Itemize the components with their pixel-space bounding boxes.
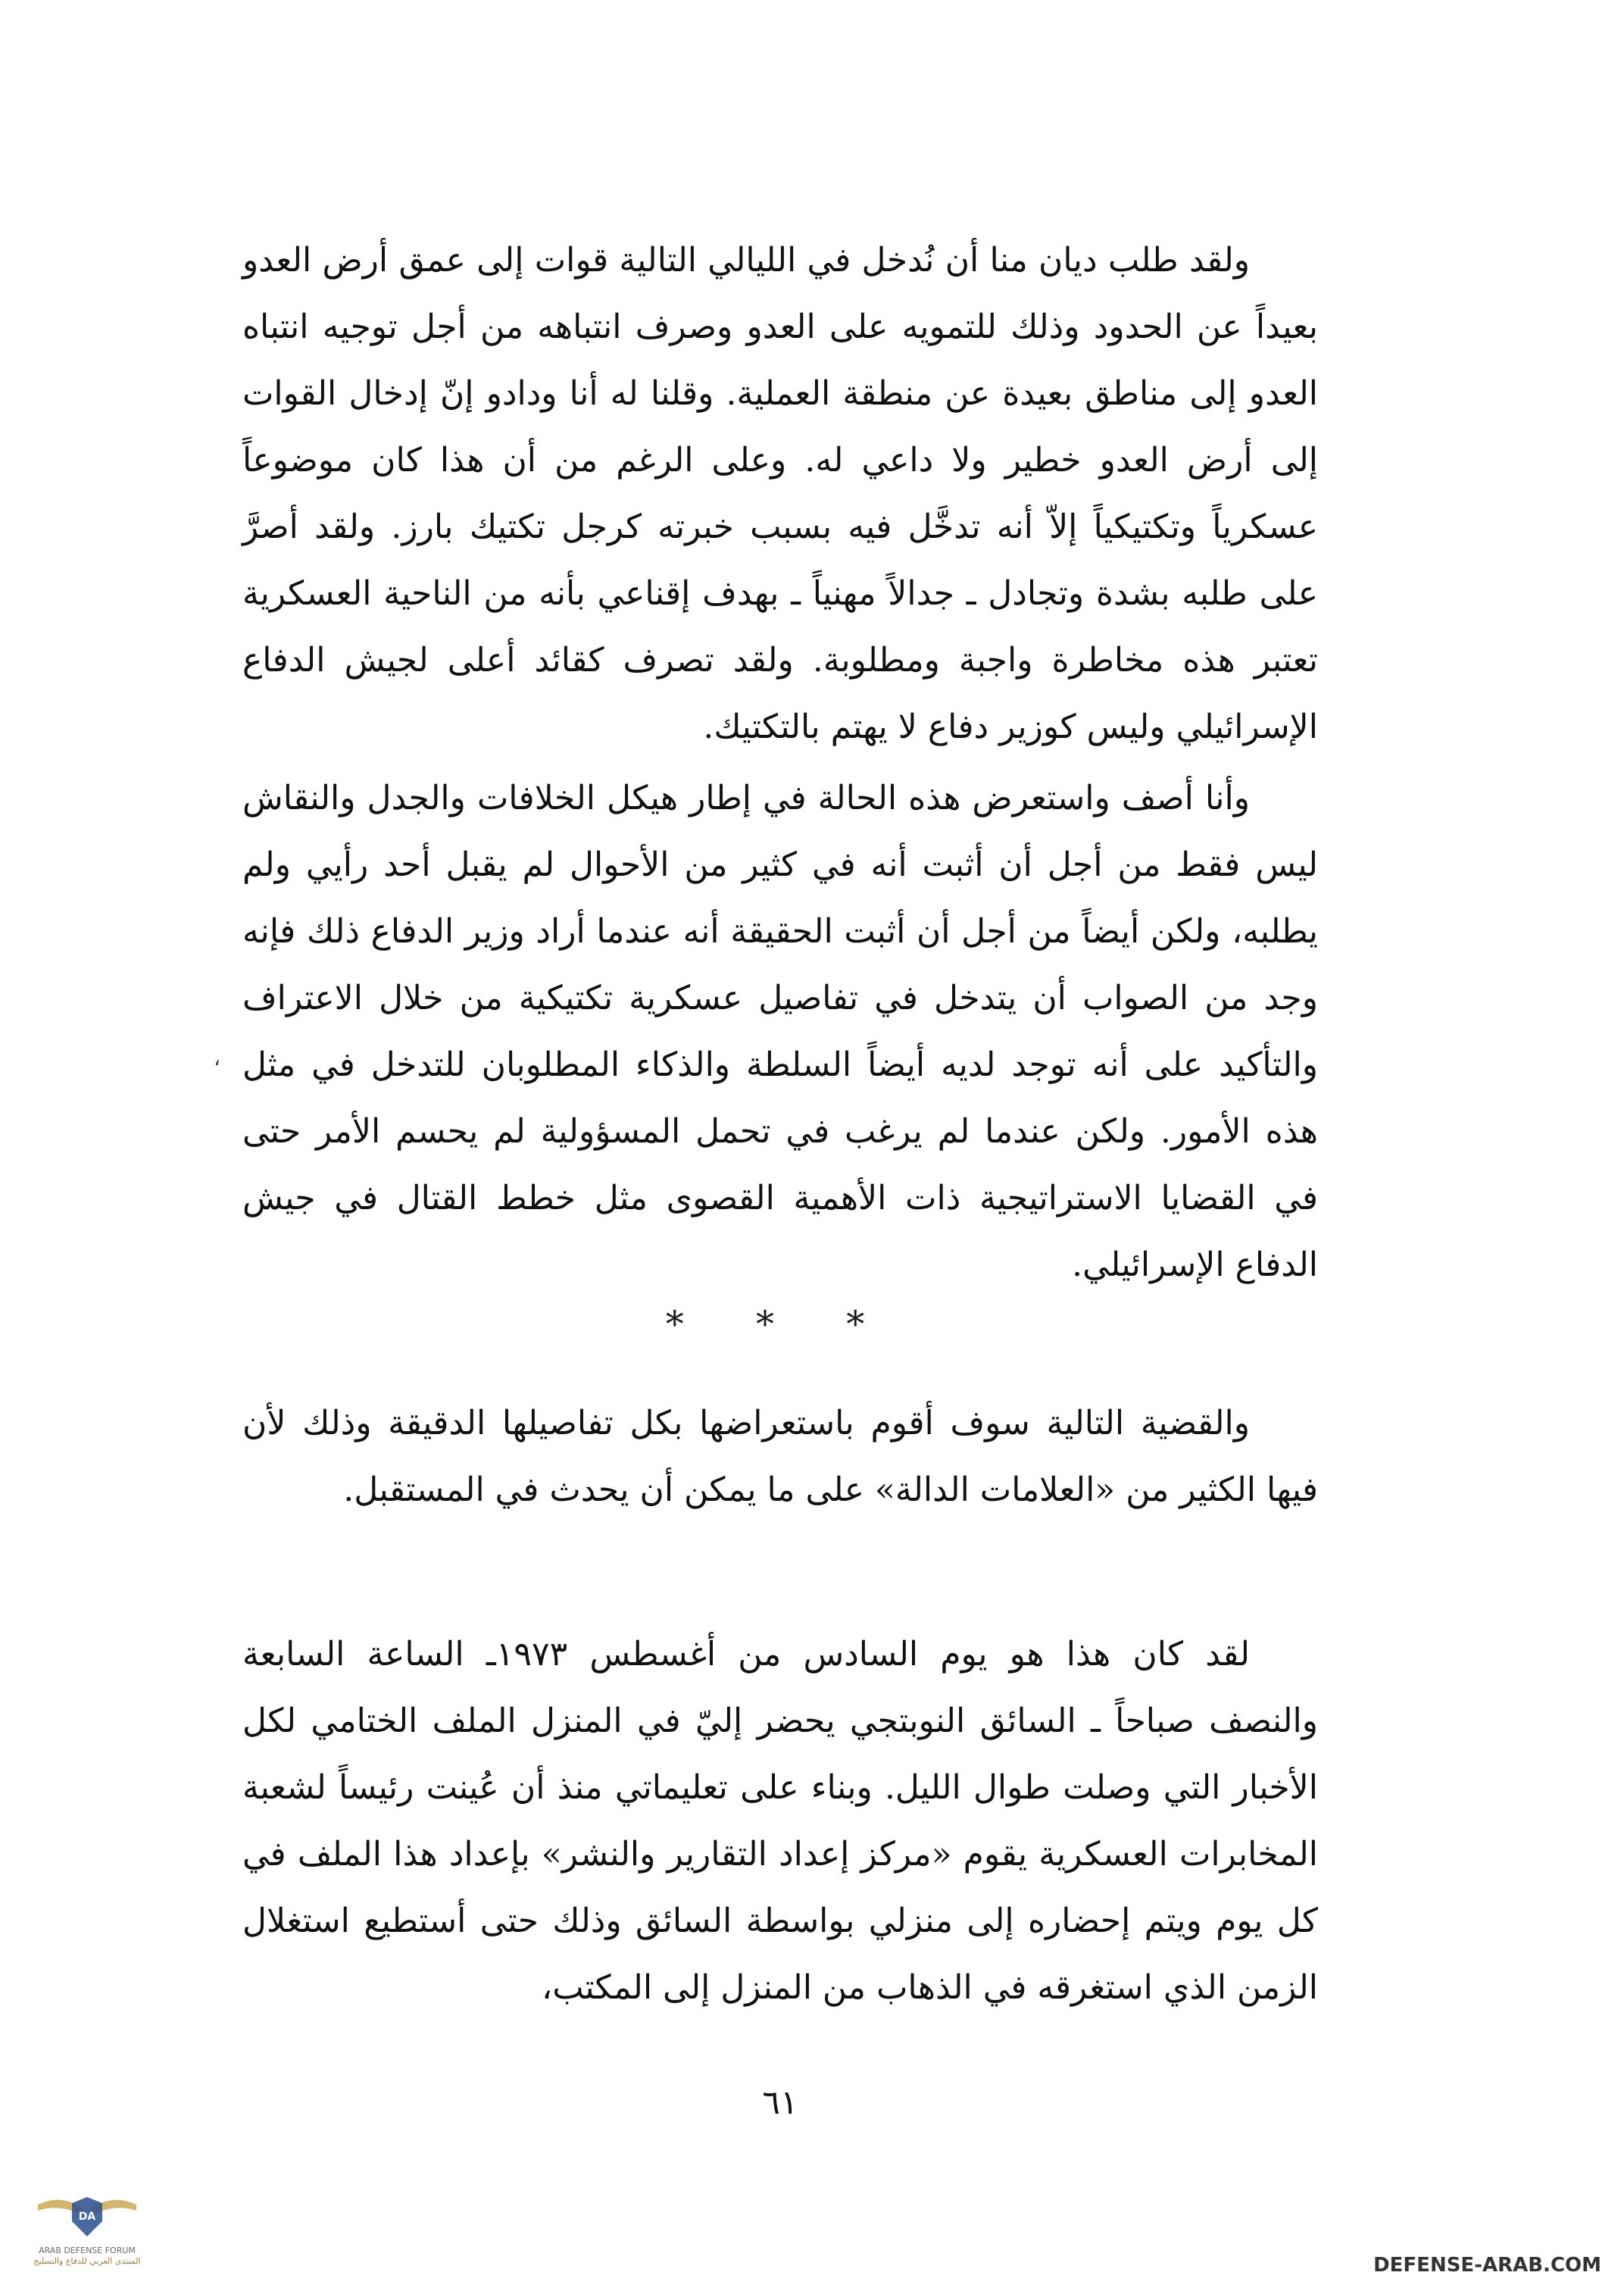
- page-number: ٦١: [762, 2083, 798, 2122]
- margin-mark: ،: [214, 1045, 221, 1070]
- paragraph-text: والقضية التالية سوف أقوم باستعراضها بكل تفاصيلها الدقيقة وذلك لأن فيها الكثير من «العلامات الدالة» على ما يمكن أن يحدث في المستقبل.: [242, 1404, 1318, 1509]
- logo-text: ARAB DEFENSE FORUM: [39, 2246, 136, 2255]
- logo-subtext: المنتدى العربي للدفاع والتسليح: [33, 2256, 141, 2266]
- paragraph-2: [242, 765, 1318, 1299]
- paragraph-1: [242, 227, 1318, 761]
- logo-initials: DA: [78, 2211, 96, 2223]
- paragraph-text: ولقد طلب ديان منا أن نُدخل في الليالي التالية قوات إلى عمق أرض العدو بعيداً عن الحدود وذلك للتمويه على العدو وصرف انتباهه من أجل توجيه انتباه العدو إلى مناطق بعيدة عن منطقة العملية. وقلنا له أنا ودادو إنّ إدخال القوات إلى أرض العدو خطير ولا داعي له. وعلى الرغم من أن هذا كان موضوعاً عسكرياً وتكتيكياً إلاّ أنه تدخَّل فيه بسبب خبرته كرجل تكتيك بارز. ولقد أصرَّ على طلبه بشدة وتجادل ـ جدالاً مهنياً ـ بهدف إقناعي بأنه من الناحية العسكرية تعتبر هذه مخاطرة واجبة ومطلوبة. ولقد تصرف كقائد أعلى لجيش الدفاع الإسرائيلي وليس كوزير دفاع لا يهتم بالتكتيك.: [242, 241, 1318, 746]
- site-watermark: DEFENSE-ARAB.COM: [1373, 2254, 1601, 2277]
- arab-defense-forum-logo: [30, 2189, 144, 2280]
- paragraph-text: وأنا أصف واستعرض هذه الحالة في إطار هيكل الخلافات والجدل والنقاش ليس فقط من أجل أن أثبت أنه في كثير من الأحوال لم يقبل أحد رأيي ولم يطلبه، ولكن أيضاً من أجل أن أثبت الحقيقة أنه عندما أراد وزير الدفاع ذلك فإنه وجد من الصواب أن يتدخل في تفاصيل عسكرية تكتيكية من خلال الاعتراف والتأكيد على أنه توجد لديه أيضاً السلطة والذكاء المطلوبان للتدخل في مثل هذه الأمور. ولكن عندما لم يرغب في تحمل المسؤولية لم يحسم الأمر حتى في القضايا الاستراتيجية ذات الأهمية القصوى مثل خطط القتال في جيش الدفاع الإسرائيلي.: [242, 779, 1318, 1284]
- paragraph-text: لقد كان هذا هو يوم السادس من أغسطس ١٩٧٣ـ الساعة السابعة والنصف صباحاً ـ السائق النوبتجي يحضر إليّ في المنزل الملف الختامي لكل الأخبار التي وصلت طوال الليل. وبناء على تعليماتي منذ أن عُينت رئيساً لشعبة المخابرات العسكرية يقوم «مركز إعداد التقارير والنشر» بإعداد هذا الملف في كل يوم ويتم إحضاره إلى منزلي بواسطة السائق وذلك حتى أستطيع استغلال الزمن الذي استغرقه في الذهاب من المنزل إلى المكتب،: [242, 1635, 1318, 2007]
- paragraph-4: [242, 1621, 1318, 2021]
- section-separator: * * *: [665, 1303, 895, 1346]
- winged-shield-icon: [30, 2189, 144, 2243]
- paragraph-3: [242, 1390, 1318, 1524]
